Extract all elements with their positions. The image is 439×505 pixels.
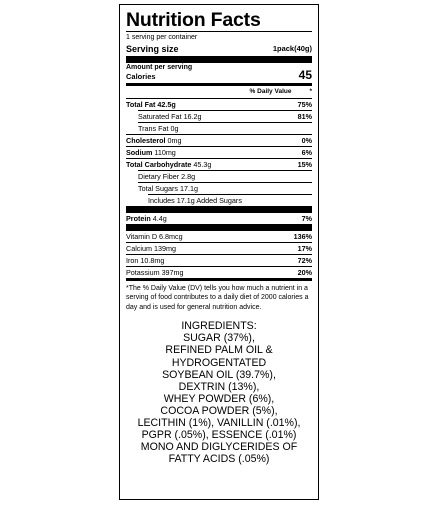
calories-label: Calories (126, 72, 156, 81)
ingredient-line: PGPR (.05%), ESSENCE (.01%) (141, 429, 297, 442)
ingredient-line: SUGAR (37%), (183, 332, 255, 345)
nutrient-amount: 6.8mcg (159, 232, 183, 241)
nutrient-name: Protein (126, 214, 151, 223)
ingredient-line: FATTY ACIDS (.05%) (168, 453, 270, 466)
nutrient-amount: 17.1g (179, 184, 198, 193)
nutrient-name: Potassium (126, 268, 160, 277)
nutrient-name: Vitamin D (126, 232, 158, 241)
nutrient-amount: 10.8mg (140, 256, 165, 265)
nutrient-row-total-fat (126, 99, 312, 110)
ingredient-line: DEXTRIN (13%), (178, 380, 260, 393)
nutrient-amount: 16.2g (183, 112, 202, 121)
thick-divider (126, 224, 312, 231)
nutrient-amount: 45.3g (193, 160, 212, 169)
nutrient-amount: 2.8g (181, 172, 196, 181)
nutrient-row-cholesterol (126, 135, 312, 146)
nutrition-facts-label (119, 4, 319, 500)
serving-size-value: 1pack(40g) (272, 44, 312, 53)
nutrient-row-protein (126, 213, 312, 224)
nutrient-name: Dietary Fiber (138, 172, 180, 181)
nutrient-amount: 0mg (167, 136, 182, 145)
daily-value-footnote: *The % Daily Value (DV) tells you how much a nutrient in a serving of food contributes to a daily diet of 2000 calories a day and is used for general nutrition advice. (126, 285, 309, 311)
nutrient-amount: 42.5g (157, 100, 176, 109)
nutrient-row-sodium (126, 147, 312, 158)
nutrient-row-vitamin-d (126, 231, 312, 242)
nutrient-row-dietary-fiber (126, 171, 312, 182)
nutrient-name: Saturated Fat (138, 112, 182, 121)
nutrient-dv: 72% (297, 256, 312, 265)
nutrient-row-added-sugars (126, 195, 312, 206)
serving-size-row (126, 42, 312, 56)
nutrient-dv: 75% (297, 100, 312, 109)
ingredient-line: SOYBEAN OIL (39.7%), (162, 368, 276, 381)
nutrient-name: Iron (126, 256, 139, 265)
nutrient-dv: 81% (297, 112, 312, 121)
nutrient-name: Sodium (126, 148, 153, 157)
ingredient-line: MONO AND DIGLYCERIDES OF (140, 441, 298, 454)
nutrient-dv: 7% (301, 214, 312, 223)
nutrient-row-saturated-fat (126, 111, 312, 122)
nutrient-row-trans-fat (126, 123, 312, 134)
nutrient-row-total-sugars (126, 183, 312, 194)
nutrient-name: Calcium (126, 244, 152, 253)
nutrient-name: Total Sugars (138, 184, 178, 193)
servings-per-container: 1 serving per container (126, 34, 198, 41)
nutrient-row-calcium (126, 243, 312, 254)
label-title: Nutrition Facts (126, 9, 261, 31)
calories-value: 45 (298, 68, 312, 82)
nutrient-dv: 136% (293, 232, 312, 241)
ingredients-heading: INGREDIENTS: (181, 320, 257, 333)
divider (126, 31, 312, 32)
nutrient-dv: 15% (297, 160, 312, 169)
nutrient-dv: 0% (301, 136, 312, 145)
nutrient-name: Total Carbohydrate (126, 160, 192, 169)
ingredient-line: HYDROGENTATED (171, 356, 267, 369)
ingredient-line: REFINED PALM OIL & (165, 344, 273, 357)
serving-size-label: Serving size (126, 44, 179, 54)
medium-divider (126, 278, 312, 281)
daily-value-star: * (309, 88, 312, 95)
daily-value-header-text: % Daily Value (249, 88, 292, 95)
ingredient-line: COCOA POWDER (5%), (160, 404, 278, 417)
nutrient-name: Trans Fat (138, 124, 169, 133)
nutrient-name: Total Fat (126, 100, 156, 109)
ingredients-block (126, 320, 312, 465)
ingredient-line: WHEY POWDER (6%), (163, 392, 275, 405)
daily-value-header (126, 86, 312, 98)
thick-divider (126, 206, 312, 213)
amount-per-serving: Amount per serving (126, 64, 193, 71)
nutrient-dv: 17% (297, 244, 312, 253)
nutrient-amount: 0g (170, 124, 179, 133)
nutrient-row-potassium (126, 267, 312, 278)
nutrient-amount: 139mg (153, 244, 176, 253)
nutrient-dv: 6% (301, 148, 312, 157)
nutrient-row-iron (126, 255, 312, 266)
nutrient-name: Cholesterol (126, 136, 166, 145)
thick-divider (126, 56, 312, 63)
nutrient-amount: 397mg (161, 268, 184, 277)
nutrient-dv: 20% (297, 268, 312, 277)
nutrient-row-total-carbohydrate (126, 159, 312, 170)
nutrient-amount: 4.4g (152, 214, 167, 223)
added-sugars-text: Includes 17.1g Added Sugars (148, 196, 242, 205)
nutrient-amount: 110mg (154, 148, 176, 157)
ingredient-line: LECITHIN (1%), VANILLIN (.01%), (137, 416, 301, 429)
calories-row (126, 68, 312, 82)
